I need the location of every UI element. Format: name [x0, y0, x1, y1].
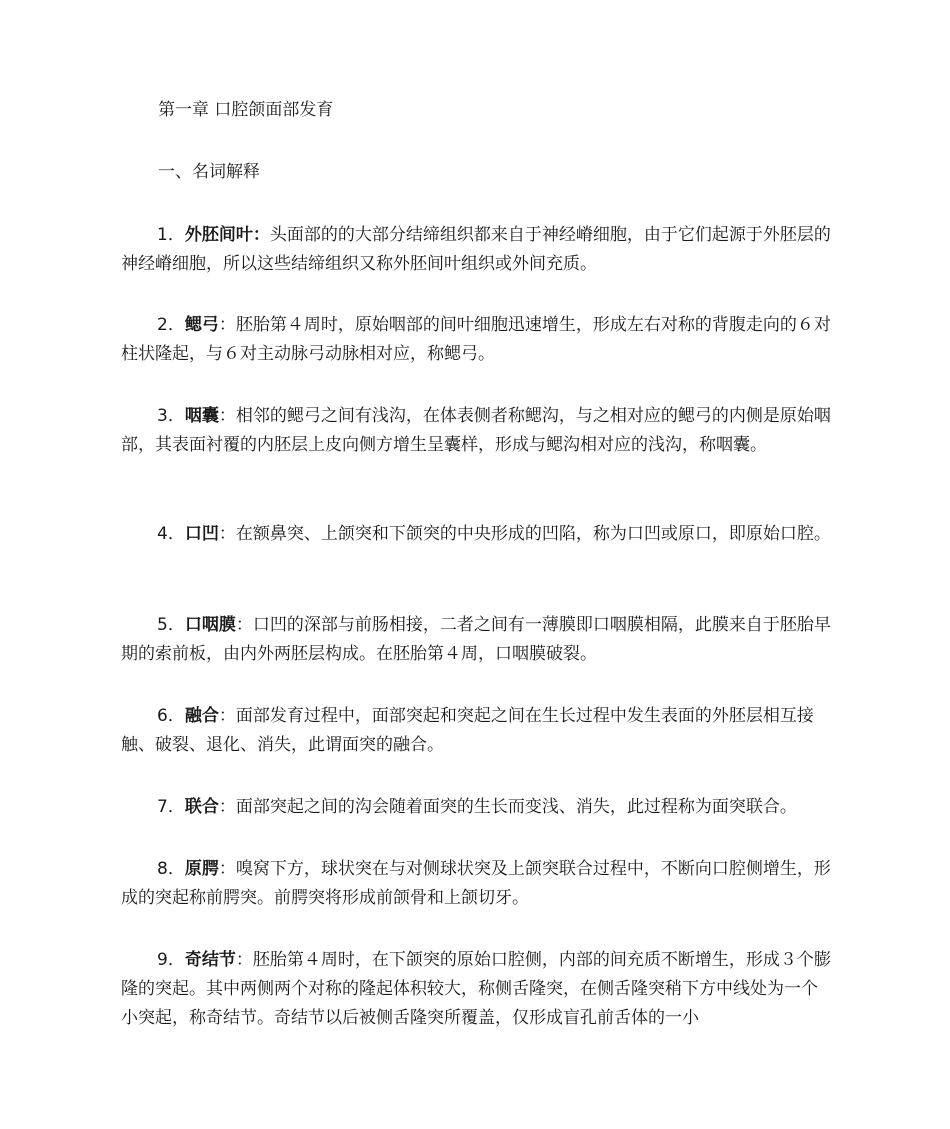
entry-term: 联合 — [184, 797, 219, 817]
entry-number: 7． — [157, 797, 185, 817]
entry-separator: ： — [218, 797, 236, 817]
entry-separator: ： — [218, 859, 236, 879]
entry-definition: 在额鼻突、上颌突和下颌突的中央形成的凹陷，称为口凹或原口，即原始口腔。 — [235, 524, 831, 544]
entry-number: 3． — [157, 406, 185, 426]
entry-term: 原腭 — [184, 859, 219, 879]
entry-separator: ： — [235, 615, 253, 635]
entry-separator: ： — [218, 406, 236, 426]
entry-separator: ： — [218, 315, 236, 335]
definition-entry-9 — [121, 946, 831, 1033]
entry-definition: 头面部的的大部分结缔组织都来自于神经嵴细胞，由于它们起源于外胚层的神经嵴细胞，所以这些结缔组织又称外胚间叶组织或外间充质。 — [121, 225, 831, 274]
definition-entry-7 — [121, 793, 831, 822]
definition-entry-3 — [121, 402, 831, 460]
entry-term: 口凹 — [184, 524, 219, 544]
section-title: 一、名词解释 — [158, 162, 260, 182]
entry-term: 奇结节 — [184, 950, 236, 970]
entry-separator: ： — [218, 706, 236, 726]
entry-term: 鳃弓 — [184, 315, 219, 335]
entry-definition: 面部突起之间的沟会随着面突的生长而变浅、消失，此过程称为面突联合。 — [235, 797, 797, 817]
entry-definition: 面部发育过程中，面部突起和突起之间在生长过程中发生表面的外胚层相互接触、破裂、退化、消失，此谓面突的融合。 — [121, 706, 814, 755]
entry-definition: 嗅窝下方，球状突在与对侧球状突及上颌突联合过程中，不断向口腔侧增生，形成的突起称前腭突。前腭突将形成前颌骨和上颌切牙。 — [121, 859, 831, 908]
entry-number: 6． — [157, 706, 185, 726]
entry-number: 2． — [157, 315, 185, 335]
entry-term: 口咽膜 — [184, 615, 236, 635]
entry-number: 4． — [157, 524, 185, 544]
entry-term: 外胚间叶 — [184, 225, 253, 245]
entry-definition: 胚胎第４周时，在下颌突的原始口腔侧，内部的间充质不断增生，形成３个膨隆的突起。其中两侧两个对称的隆起体积较大，称侧舌隆突，在侧舌隆突稍下方中线处为一个小突起，称奇结节。奇结节以后被侧舌隆突所覆盖，仅形成盲孔前舌体的一小 — [121, 950, 831, 1028]
definition-entry-1 — [121, 221, 831, 279]
entry-number: 9． — [157, 950, 185, 970]
definition-entry-4 — [121, 520, 831, 549]
definition-entry-6 — [121, 702, 831, 760]
definition-entry-5 — [121, 611, 831, 669]
definition-entry-8 — [121, 855, 831, 913]
chapter-title: 第一章 口腔颌面部发育 — [158, 100, 334, 120]
entry-term: 融合 — [184, 706, 219, 726]
entry-separator: ： — [218, 524, 236, 544]
entry-number: 8． — [157, 859, 185, 879]
entry-definition: 口凹的深部与前肠相接，二者之间有一薄膜即口咽膜相隔，此膜来自于胚胎早期的索前板，由内外两胚层构成。在胚胎第４周，口咽膜破裂。 — [121, 615, 831, 664]
entry-number: 1． — [157, 225, 185, 245]
entry-separator: ： — [252, 225, 270, 245]
entry-number: 5． — [157, 615, 185, 635]
entry-separator: ： — [235, 950, 253, 970]
entry-term: 咽囊 — [184, 406, 219, 426]
entry-definition: 胚胎第４周时，原始咽部的间叶细胞迅速增生，形成左右对称的背腹走向的６对柱状隆起，与６对主动脉弓动脉相对应，称鳃弓。 — [121, 315, 831, 364]
entry-definition: 相邻的鳃弓之间有浅沟，在体表侧者称鳃沟，与之相对应的鳃弓的内侧是原始咽部，其表面衬覆的内胚层上皮向侧方增生呈囊样，形成与鳃沟相对应的浅沟，称咽囊。 — [121, 406, 831, 455]
definition-entry-2 — [121, 311, 831, 369]
